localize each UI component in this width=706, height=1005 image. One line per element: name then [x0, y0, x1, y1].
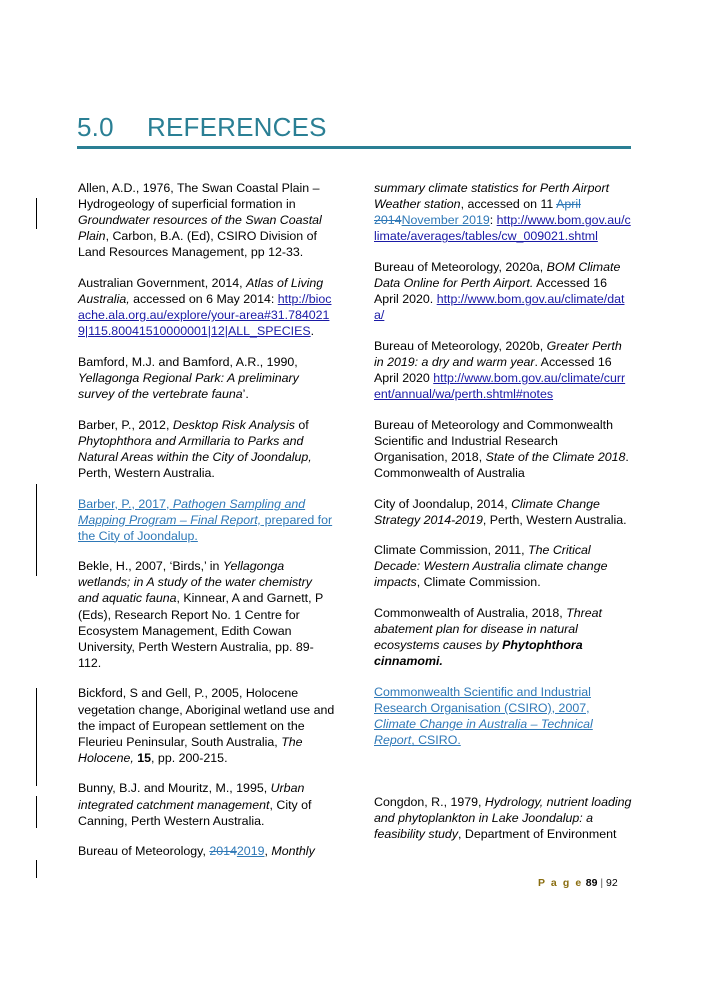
- page-footer: [538, 877, 618, 889]
- reference-bom-monthly-cont: summary climate statistics for Perth Airport Weather station, accessed on 11 April 2014November 2019: http://www.bom.gov.au/climate/averages/tables/cw_009021.shtml: [374, 181, 631, 244]
- deleted-text: April 2014: [374, 197, 581, 228]
- section-number: 5.0: [77, 112, 114, 142]
- page-total: 92: [606, 877, 618, 889]
- reference-bickford: Bickford, S and Gell, P., 2005, Holocene vegetation change, Aboriginal wetland use and the impact of European settlement on the Fleurieu Peninsular, South Australia, The Holocene, 15, pp. 200-215.: [78, 686, 335, 765]
- reference-bom-2020a: Bureau of Meteorology, 2020a, BOM Climate Data Online for Perth Airport. Accessed 16 April 2020. http://www.bom.gov.au/climate/data/: [374, 259, 625, 323]
- reference-bunny: Bunny, B.J. and Mouritz, M., 1995, Urban integrated catchment management, City of Canning, Perth Western Australia.: [78, 781, 312, 828]
- reference-australian-government: Australian Government, 2014, Atlas of Living Australia, accessed on 6 May 2014: http://biocache.ala.org.au/explore/your-area#31.7840219|115.80041510000001|12|ALL_SPECIES.: [78, 275, 332, 339]
- reference-climate-commission: Climate Commission, 2011, The Critical Decade: Western Australia climate change impacts, Climate Commission.: [374, 543, 608, 590]
- reference-link[interactable]: http://www.bom.gov.au/climate/current/annual/wa/perth.shtml#notes: [374, 370, 626, 402]
- right-column: [374, 180, 632, 857]
- reference-barber-2012: Barber, P., 2012, Desktop Risk Analysis of Phytophthora and Armillaria to Parks and Natural Areas within the City of Joondalup, Perth, Western Australia.: [78, 417, 312, 480]
- change-bar: [36, 796, 37, 828]
- change-bar: [36, 484, 37, 576]
- deleted-text: 2014: [209, 844, 237, 859]
- heading-rule: [77, 146, 631, 149]
- page-label: P a g e: [538, 877, 583, 889]
- reference-bamford: Bamford, M.J. and Bamford, A.R., 1990, Yellagonga Regional Park: A preliminary survey of the vertebrate fauna’.: [78, 354, 299, 402]
- reference-bom-csiro: Bureau of Meteorology and Commonwealth Scientific and Industrial Research Organisation, 2018, State of the Climate 2018. Commonwealth of Australia: [374, 417, 629, 480]
- reference-commonwealth: Commonwealth of Australia, 2018, Threat abatement plan for disease in natural ecosystems causes by Phytophthora cinnamomi.: [374, 605, 602, 669]
- reference-bom-monthly: Bureau of Meteorology, 20142019, Monthly: [78, 844, 315, 859]
- inserted-text: November 2019: [401, 213, 490, 228]
- reference-link[interactable]: http://www.bom.gov.au/climate/data/: [374, 292, 625, 323]
- reference-city-of-joondalup: City of Joondalup, 2014, Climate Change Strategy 2014-2019, Perth, Western Australia.: [374, 496, 627, 527]
- reference-csiro: Commonwealth Scientific and Industrial Research Organisation (CSIRO), 2007, Climate Change in Australia – Technical Report, CSIRO.: [374, 684, 593, 748]
- reference-congdon: Congdon, R., 1979, Hydrology, nutrient loading and phytoplankton in Lake Joondalup: a feasibility study, Department of Environment: [374, 795, 632, 842]
- reference-link[interactable]: http://www.bom.gov.au/climate/averages/tables/cw_009021.shtml: [374, 213, 631, 244]
- reference-link[interactable]: http://biocache.ala.org.au/explore/your-area#31.7840219|115.80041510000001|12|ALL_SPECIES: [78, 292, 332, 339]
- reference-allen: Allen, A.D., 1976, The Swan Coastal Plain – Hydrogeology of superficial formation in Groundwater resources of the Swan Coastal Plain, Carbon, B.A. (Ed), CSIRO Division of Land Resources Management, pp 12-33.: [78, 181, 322, 260]
- change-bar: [36, 860, 37, 878]
- change-bar: [36, 688, 37, 786]
- reference-barber-2017: Barber, P., 2017, Pathogen Sampling and Mapping Program – Final Report, prepared for the City of Joondalup.: [78, 496, 333, 543]
- page-separator: |: [600, 877, 604, 889]
- reference-bom-2020b: Bureau of Meteorology, 2020b, Greater Perth in 2019: a dry and warm year. Accessed 16 April 2020 http://www.bom.gov.au/climate/current/annual/wa/perth.shtml#notes: [374, 338, 626, 402]
- inserted-text: 2019: [236, 844, 265, 859]
- section-heading: [77, 112, 327, 143]
- change-bar: [36, 198, 37, 229]
- page-number: 89: [585, 877, 598, 889]
- left-column: [78, 180, 336, 874]
- section-title: REFERENCES: [147, 112, 327, 142]
- reference-bekle: Bekle, H., 2007, ‘Birds,’ in Yellagonga wetlands; in A study of the water chemistry and aquatic fauna, Kinnear, A and Garnett, P (Eds), Research Report No. 1 Centre for Ecosystem Management, Edith Cowan University, Perth Western Australia, pp. 89-112.: [78, 559, 324, 670]
